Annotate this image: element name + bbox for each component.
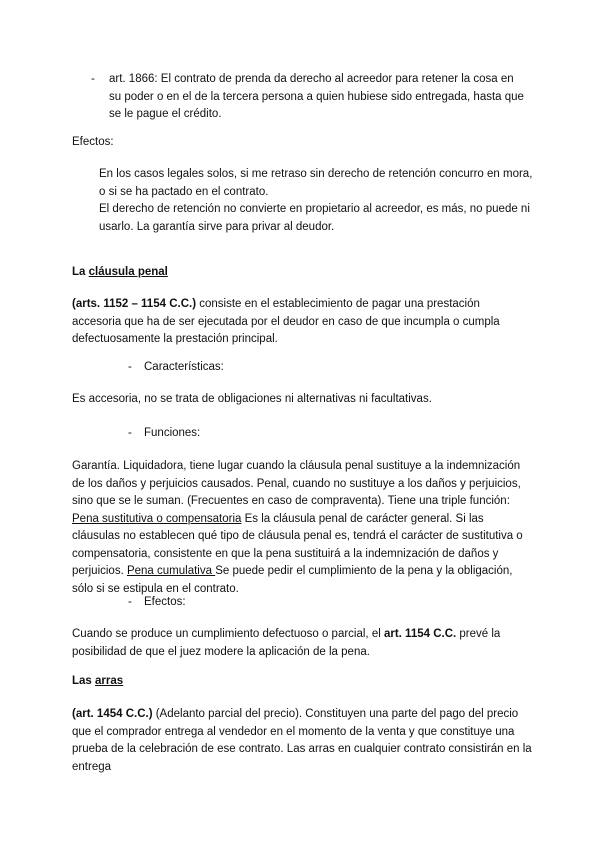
arras-text bbox=[72, 706, 534, 776]
bullet-dash: - bbox=[128, 596, 132, 608]
funciones-text-part: Se puede pedir el cumplimiento de la pena y la obligación, sólo si se estipula en el contrato. bbox=[72, 565, 513, 595]
funciones-text bbox=[72, 458, 534, 598]
intro-text: consiste en el establecimiento de pagar una prestación accesoria que ha de ser ejecutada por el deudor en caso de que incumpla o cumpla defectuosamente la prestación principal. bbox=[72, 298, 500, 345]
title-underlined: arras bbox=[95, 675, 124, 687]
funciones-label: Funciones: bbox=[144, 427, 201, 439]
caracteristicas-text: Es accesoria, no se trata de obligaciones ni alternativas ni facultativas. bbox=[72, 393, 432, 405]
efectos-label: Efectos: bbox=[144, 596, 186, 608]
funciones-text-part: Garantía. Liquidadora, tiene lugar cuando la cláusula penal sustituye a la indemnización de los daños y perjuicios causados. Penal, cuando no sustituye a los daños y perjuicios, sino que se le suman. (Frecuentes en caso de compraventa). Tiene una triple función: bbox=[72, 460, 521, 507]
efectos-heading: Efectos: bbox=[72, 136, 114, 148]
title-prefix: Las bbox=[72, 675, 96, 687]
article-reference: (art. 1454 C.C.) bbox=[72, 708, 153, 720]
art-1866-text: art. 1866: El contrato de prenda da derecho al acreedor para retener la cosa en su poder o en el de la tercera persona a quien hubiese sido entregada, hasta que se le pague el crédito. bbox=[109, 73, 524, 120]
funciones-text-part: Es la cláusula penal de carácter general. Si las cláusulas no establecen qué tipo de cláusula penal es, tendrá el carácter de sustitutiva o compensatoria, consistente en que la pena sustituirá a la indemnización de daños y perjuicios. bbox=[72, 512, 523, 577]
arras-title bbox=[72, 673, 123, 691]
arras-body: (Adelanto parcial del precio). Constituyen una parte del pago del precio que el comprador entrega al vendedor en el momento de la venta y que constituye una prueba de la celebración de ese contrato. Las arras en cualquier contrato consistirán en la entrega bbox=[72, 708, 532, 773]
bullet-dash: - bbox=[128, 361, 132, 373]
pena-cumulativa-term: Pena cumulativa bbox=[126, 565, 216, 577]
efectos-text-part: prevé la posibilidad de que el juez modere la aplicación de la pena. bbox=[72, 628, 501, 658]
bullet-dash: - bbox=[91, 73, 95, 85]
clausula-penal-intro bbox=[72, 296, 532, 349]
caracteristicas-label: Características: bbox=[144, 361, 224, 373]
efectos-clausula-text bbox=[72, 626, 534, 661]
efectos-text-part: Cuando se produce un cumplimiento defectuoso o parcial, el bbox=[72, 628, 384, 640]
pena-sustitutiva-term: Pena sustitutiva o compensatoria bbox=[72, 512, 242, 525]
efectos-paragraph-2: El derecho de retención no convierte en propietario al acreedor, es más, no puede ni usarlo. La garantía sirve para privar al deudor. bbox=[99, 203, 530, 233]
article-reference: (arts. 1152 – 1154 C.C.) bbox=[72, 298, 197, 310]
clausula-penal-title bbox=[72, 264, 168, 282]
efectos-paragraph-1: En los casos legales solos, si me retraso sin derecho de retención concurro en mora, o si se ha pactado en el contrato. bbox=[99, 168, 533, 198]
article-reference: art. 1154 C.C. bbox=[383, 628, 457, 640]
title-prefix: La bbox=[72, 266, 89, 278]
title-underlined: cláusula penal bbox=[88, 266, 168, 278]
bullet-dash: - bbox=[128, 427, 132, 439]
